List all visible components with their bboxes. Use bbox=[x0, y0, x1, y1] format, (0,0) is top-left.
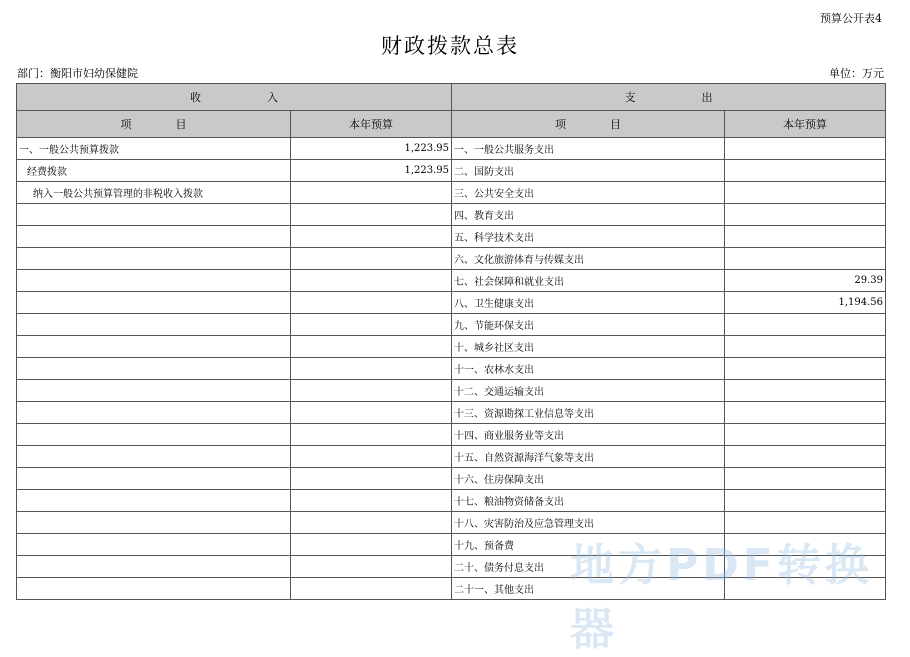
expense-value-cell bbox=[725, 160, 886, 182]
expense-value-cell bbox=[725, 182, 886, 204]
section-header-row bbox=[17, 84, 886, 111]
table-row bbox=[17, 556, 886, 578]
income-value-cell bbox=[291, 380, 452, 402]
fiscal-appropriation-table bbox=[16, 83, 886, 600]
income-value-cell bbox=[291, 226, 452, 248]
income-value-cell bbox=[291, 270, 452, 292]
page-title: 财政拨款总表 bbox=[381, 34, 519, 58]
table-row bbox=[17, 314, 886, 336]
income-value-cell bbox=[291, 490, 452, 512]
expense-item-cell: 十八、灾害防治及应急管理支出 bbox=[452, 512, 725, 534]
income-value-cell bbox=[291, 402, 452, 424]
expense-value-cell bbox=[725, 556, 886, 578]
income-item-cell bbox=[17, 314, 291, 336]
expense-value-cell bbox=[725, 512, 886, 534]
income-value-cell bbox=[291, 446, 452, 468]
income-item-cell bbox=[17, 424, 291, 446]
income-value-cell: 1,223.95 bbox=[291, 138, 452, 160]
income-item-cell bbox=[17, 336, 291, 358]
expense-item-cell: 十六、住房保障支出 bbox=[452, 468, 725, 490]
expense-value-cell bbox=[725, 424, 886, 446]
table-row bbox=[17, 578, 886, 600]
income-item-cell bbox=[17, 490, 291, 512]
expense-item-cell: 五、科学技术支出 bbox=[452, 226, 725, 248]
expense-item-cell: 十一、农林水支出 bbox=[452, 358, 725, 380]
income-item-cell bbox=[17, 402, 291, 424]
table-row bbox=[17, 160, 886, 182]
table-row bbox=[17, 534, 886, 556]
expense-item-cell: 七、社会保障和就业支出 bbox=[452, 270, 725, 292]
expense-item-cell: 一、一般公共服务支出 bbox=[452, 138, 725, 160]
income-value-cell bbox=[291, 248, 452, 270]
income-value-cell bbox=[291, 292, 452, 314]
income-item-cell bbox=[17, 446, 291, 468]
expense-item-cell: 十二、交通运输支出 bbox=[452, 380, 725, 402]
table-row bbox=[17, 226, 886, 248]
expense-item-cell: 二十一、其他支出 bbox=[452, 578, 725, 600]
income-value-cell bbox=[291, 512, 452, 534]
table-row bbox=[17, 446, 886, 468]
table-row bbox=[17, 138, 886, 160]
income-value-cell: 1,223.95 bbox=[291, 160, 452, 182]
table-row bbox=[17, 512, 886, 534]
income-item-cell bbox=[17, 468, 291, 490]
table-row bbox=[17, 402, 886, 424]
expense-item-cell: 八、卫生健康支出 bbox=[452, 292, 725, 314]
expense-item-cell: 二十、债务付息支出 bbox=[452, 556, 725, 578]
expense-value-cell: 29.39 bbox=[725, 270, 886, 292]
income-value-cell bbox=[291, 468, 452, 490]
department-label: 部门：衡阳市妇幼保健院 bbox=[17, 67, 138, 80]
expense-value-cell bbox=[725, 380, 886, 402]
table-row bbox=[17, 248, 886, 270]
unit-label: 单位：万元 bbox=[829, 67, 884, 80]
expense-item-cell: 六、文化旅游体育与传媒支出 bbox=[452, 248, 725, 270]
expense-value-cell bbox=[725, 226, 886, 248]
expense-budget-header: 本年预算 bbox=[725, 111, 886, 138]
table-row bbox=[17, 468, 886, 490]
table-row bbox=[17, 182, 886, 204]
expense-value-cell bbox=[725, 446, 886, 468]
expense-item-cell: 十三、资源勘探工业信息等支出 bbox=[452, 402, 725, 424]
expense-item-cell: 十四、商业服务业等支出 bbox=[452, 424, 725, 446]
expense-item-cell: 三、公共安全支出 bbox=[452, 182, 725, 204]
expense-item-cell: 四、教育支出 bbox=[452, 204, 725, 226]
expense-value-cell bbox=[725, 204, 886, 226]
watermark-text: 地方PDF转换器 bbox=[570, 540, 873, 655]
income-item-cell bbox=[17, 270, 291, 292]
expense-value-cell bbox=[725, 358, 886, 380]
expense-value-cell bbox=[725, 534, 886, 556]
expense-item-cell: 二、国防支出 bbox=[452, 160, 725, 182]
table-row bbox=[17, 204, 886, 226]
table-row bbox=[17, 490, 886, 512]
income-value-cell bbox=[291, 424, 452, 446]
income-value-cell bbox=[291, 336, 452, 358]
income-item-cell bbox=[17, 534, 291, 556]
income-item-cell: 经费拨款 bbox=[17, 160, 291, 182]
table-row bbox=[17, 358, 886, 380]
expense-value-cell bbox=[725, 138, 886, 160]
expense-value-cell bbox=[725, 468, 886, 490]
table-row bbox=[17, 380, 886, 402]
income-value-cell bbox=[291, 556, 452, 578]
income-item-cell: 纳入一般公共预算管理的非税收入拨款 bbox=[17, 182, 291, 204]
income-value-cell bbox=[291, 204, 452, 226]
expense-value-cell bbox=[725, 336, 886, 358]
column-header-row bbox=[17, 111, 886, 138]
expense-item-cell: 十九、预备费 bbox=[452, 534, 725, 556]
income-item-cell bbox=[17, 292, 291, 314]
expense-value-cell: 1,194.56 bbox=[725, 292, 886, 314]
income-item-cell bbox=[17, 512, 291, 534]
expense-item-cell: 十五、自然资源海洋气象等支出 bbox=[452, 446, 725, 468]
income-header: 收 入 bbox=[17, 84, 452, 111]
income-value-cell bbox=[291, 578, 452, 600]
income-item-cell bbox=[17, 578, 291, 600]
expense-value-cell bbox=[725, 314, 886, 336]
income-item-cell bbox=[17, 358, 291, 380]
income-value-cell bbox=[291, 314, 452, 336]
expense-item-cell: 九、节能环保支出 bbox=[452, 314, 725, 336]
expense-header: 支 出 bbox=[452, 84, 886, 111]
expense-value-cell bbox=[725, 578, 886, 600]
expense-value-cell bbox=[725, 490, 886, 512]
expense-item-cell: 十七、粮油物资储备支出 bbox=[452, 490, 725, 512]
income-item-cell bbox=[17, 556, 291, 578]
income-value-cell bbox=[291, 182, 452, 204]
income-item-cell: 一、一般公共预算拨款 bbox=[17, 138, 291, 160]
expense-value-cell bbox=[725, 248, 886, 270]
income-item-header: 项 目 bbox=[17, 111, 291, 138]
table-row bbox=[17, 292, 886, 314]
expense-item-header: 项 目 bbox=[452, 111, 725, 138]
income-item-cell bbox=[17, 248, 291, 270]
income-value-cell bbox=[291, 534, 452, 556]
income-budget-header: 本年预算 bbox=[291, 111, 452, 138]
income-item-cell bbox=[17, 380, 291, 402]
form-code: 预算公开表4 bbox=[820, 12, 882, 25]
income-value-cell bbox=[291, 358, 452, 380]
table-row bbox=[17, 336, 886, 358]
table-row bbox=[17, 270, 886, 292]
expense-value-cell bbox=[725, 402, 886, 424]
expense-item-cell: 十、城乡社区支出 bbox=[452, 336, 725, 358]
income-item-cell bbox=[17, 204, 291, 226]
table-row bbox=[17, 424, 886, 446]
income-item-cell bbox=[17, 226, 291, 248]
